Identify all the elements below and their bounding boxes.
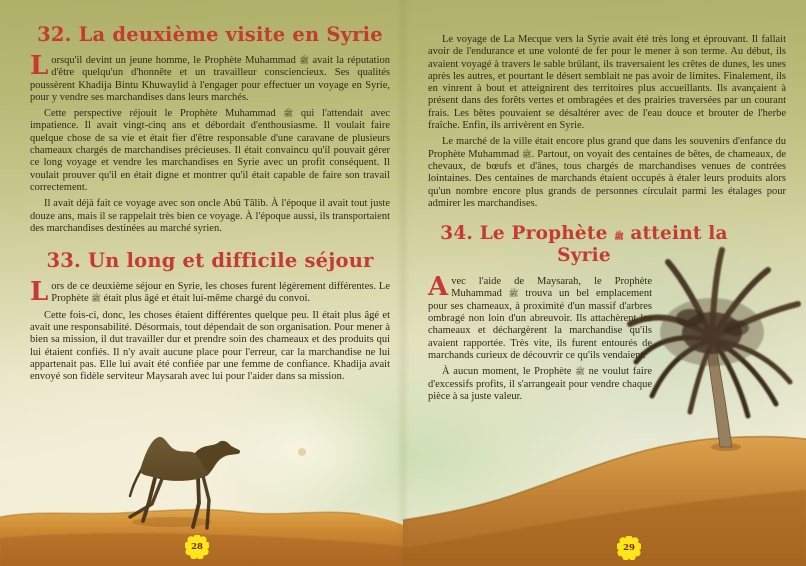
section-34	[428, 223, 740, 403]
section-heading-34: 34. Le Prophète ﷺ atteint la Syrie	[440, 223, 728, 267]
section-heading-33: 33. Un long et difficile séjour	[46, 249, 374, 273]
pbuh-symbol: ﷺ	[522, 149, 532, 159]
pbuh-symbol: ﷺ	[299, 56, 310, 65]
paper-stain	[298, 448, 306, 456]
pbuh-symbol: ﷺ	[575, 367, 585, 377]
body-paragraph: Le marché de la ville était encore plus grand que dans les souvenirs d'enfance du Prophète Muhammad ﷺ. Partout, on voyait des centaines de bêtes, de chameaux, de chevaux, de bœufs et d'ânes, tous chargés de marchandises venues de contrées lointaines. Des centaines de marchands étaient occupés à étaler leurs produits alors qu'un nombre encore plus grands de personnes circulait parmi les étalages pour admirer les marchandises.	[428, 136, 786, 209]
drop-cap: L	[30, 277, 49, 308]
pbuh-symbol: ﷺ	[283, 109, 294, 119]
left-page	[30, 24, 390, 388]
section-heading-32: 32. La deuxième visite en Syrie	[37, 23, 383, 46]
page-number-badge-left	[185, 535, 209, 559]
page-number-badge-right	[617, 536, 641, 560]
body-paragraph: Le voyage de La Mecque vers la Syrie avait été très long et éprouvant. Il fallait avoir de l'endurance et une volonté de fer pour le mener à son terme. Au début, ils avaient voyagé à travers le sable brûlant, ils traversaient les crêtes de dunes, les unes après les autres, et pourtant le désert semblait ne pas avoir de limites. Finalement, ils en vinrent à bout et atteignirent des territoires plus accueillants. Ils avançaient à présent dans des forêts vertes et ombragées et des prairies traversées par un courant frais. Les bêtes pouvaient se désaltérer avec de l'eau douce et brouter de l'herbe fraîche. Enfin, ils arrivèrent en Syrie.	[428, 34, 786, 132]
page-number: 28	[191, 542, 203, 552]
paragraph-text: orsqu'il devint un jeune homme, le Prophète Muhammad ﷺ avait la réputation d'être quelqu'un d'honnête et un travailleur consciencieux. Ses qualités poussèrent Khadija Bintu Khuwaylid à l'engager pour effectuer un voyage en Syrie, pour y vendre ses marchandises dans leurs marchés.	[30, 55, 390, 103]
body-paragraph: Cette perspective réjouit le Prophète Muhammad ﷺ qui l'attendait avec impatience. Il avait vingt-cinq ans et débordait d'enthousiasme. Il voulait faire quelque chose de sa vie et était fier d'être responsable d'une caravane de plusieurs chameaux chargés de marchandises précieuses. Il était convaincu qu'il pouvait gérer ce long voyage et vendre les marchandises en Syrie avec un profit conséquent. Il voulait prouver qu'il en était digne et montrer qu'il était capable de faire son travail correctement.	[30, 108, 390, 193]
page-number: 29	[623, 543, 635, 553]
pbuh-symbol: ﷺ	[508, 289, 519, 299]
right-dune	[403, 437, 806, 566]
paragraph-text: vec l'aide de Maysarah, le Prophète Muhammad ﷺ trouva un bel emplacement pour ses chameaux, à proximité d'un massif d'arbres ombragé non loin d'un abreuvoir. Ils attachèrent les chameaux et déchargèrent la marchandise qu'ils avaient rapportée. Très vite, ils furent entourés de marchands curieux de découvrir ce qu'ils vendaient.	[428, 276, 653, 361]
body-paragraph: Cette fois-ci, donc, les choses étaient différentes quelque peu. Il était plus âgé et avait une responsabilité. Désormais, tout dépendait de son organisation. Pour mener à bien sa mission, il dut travailler dur et prendre soin des chameaux et des produits qui lui étaient confiés. Il n'y avait aucune place pour l'erreur, car la marchandise ne lui appartenait pas. Elle lui avait été confiée par une femme de confiance. Khadija avait envoyé son fidèle serviteur Maysarah avec lui pour l'aider dans sa mission.	[30, 309, 390, 383]
pbuh-symbol: ﷺ	[614, 231, 624, 242]
paragraph-text: ors de ce deuxième séjour en Syrie, les choses furent légèrement différentes. Le Prophète ﷺ était plus âgé et était lui-même chargé du convoi.	[51, 281, 390, 305]
body-paragraph: À aucun moment, le Prophète ﷺ ne voulut faire d'excessifs profits, il s'arrangeait pour vendre chaque pièce à sa juste valeur.	[428, 366, 652, 402]
body-paragraph	[30, 277, 390, 308]
body-paragraph: Il avait déjà fait ce voyage avec son oncle Abû Tâlib. À l'époque il avait tout juste douze ans, mais il se rappelait très bien ce voyage. À l'époque aussi, ils transportaient des marchandises destinées au marché syrien.	[30, 198, 390, 234]
right-page	[428, 34, 786, 407]
body-paragraph	[428, 272, 653, 362]
drop-cap: A	[428, 272, 449, 303]
drop-cap: L	[30, 51, 49, 81]
body-paragraph	[30, 51, 390, 104]
pbuh-symbol: ﷺ	[91, 294, 101, 304]
